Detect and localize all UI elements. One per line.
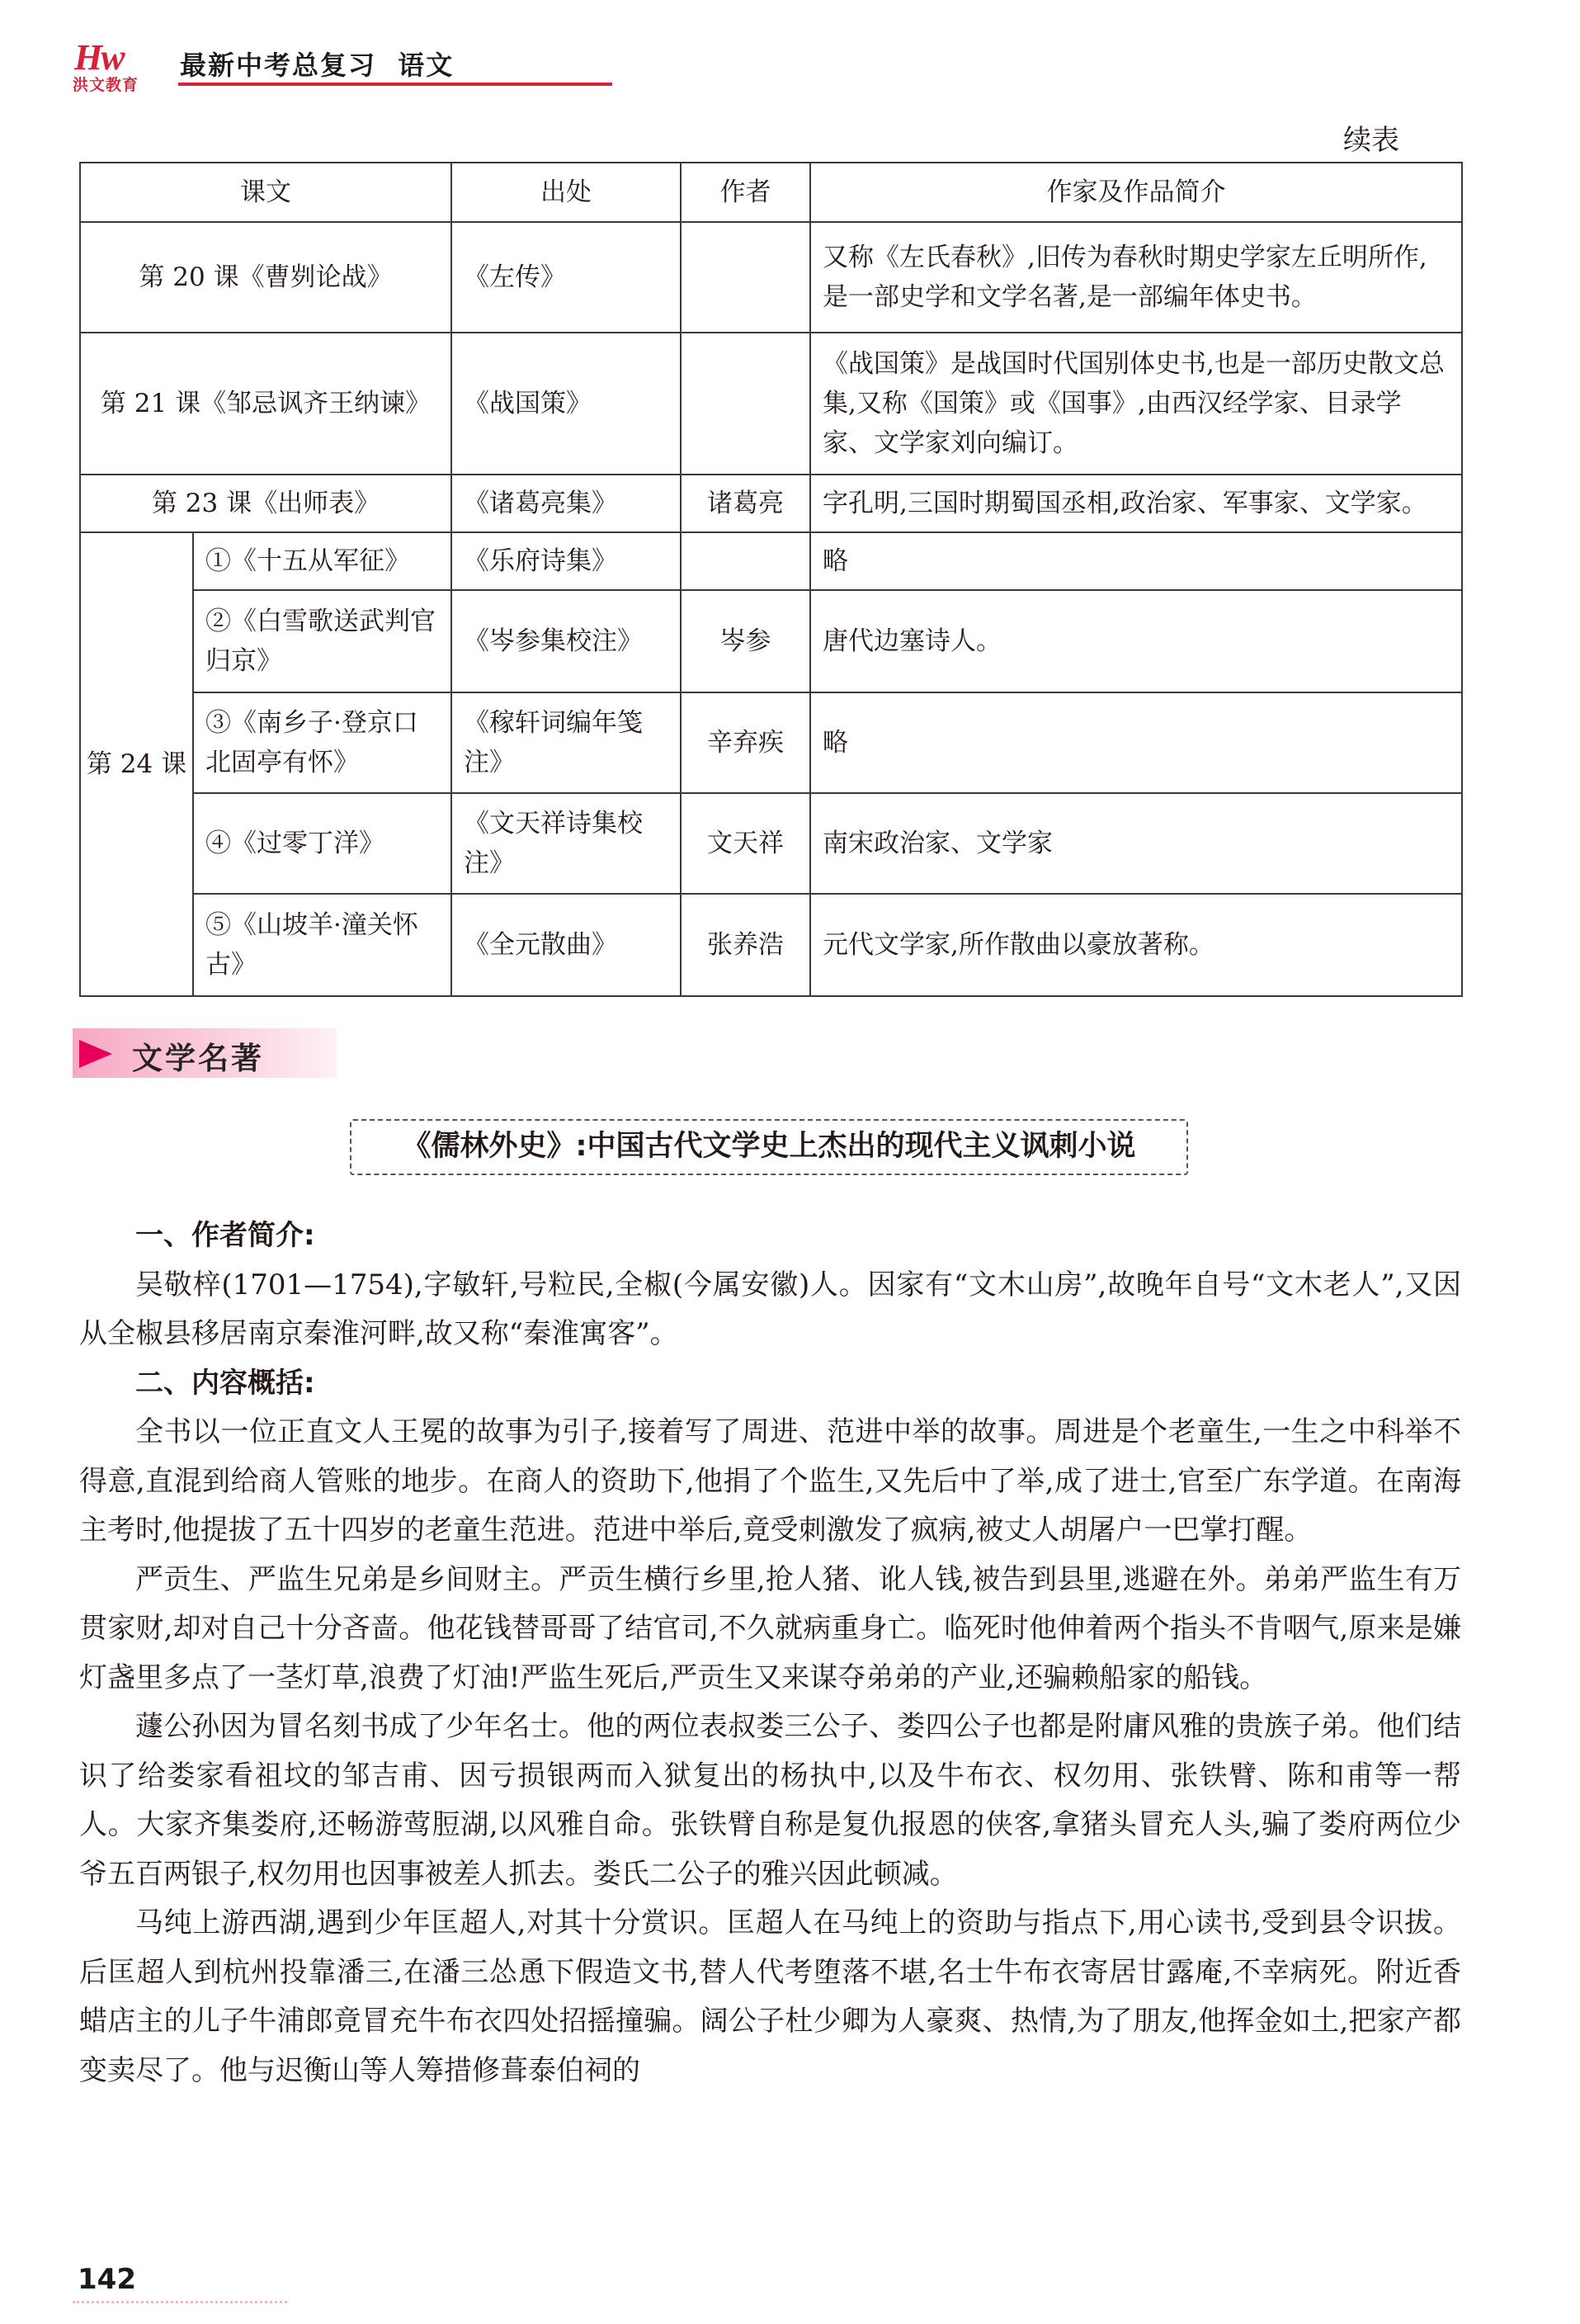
source-cell: 《左传》 bbox=[451, 222, 681, 333]
logo-mark: Hw bbox=[74, 37, 124, 78]
source-cell: 《稼轩词编年笺注》 bbox=[451, 692, 681, 793]
header-rule bbox=[178, 83, 612, 86]
author-heading: 一、作者简介: bbox=[135, 1219, 315, 1252]
source-cell: 《全元散曲》 bbox=[451, 894, 681, 996]
footer-rule bbox=[73, 2301, 287, 2303]
author-cell: 诸葛亮 bbox=[681, 475, 810, 532]
table-row bbox=[80, 793, 1462, 894]
poem-title-cell: ②《白雪歌送武判官归京》 bbox=[193, 590, 451, 692]
paragraph: 全书以一位正直文人王冕的故事为引子,接着写了周进、范进中举的故事。周进是个老童生,一生之中科举不得意,直混到给商人管账的地步。在商人的资助下,他捐了个监生,又先后中了举,成了进士,官至广东学道。在南海主考时,他提拔了五十四岁的老童生范进。范进中举后,竟受刺激发了疯病,被丈人胡屠户一巴掌打醒。 bbox=[79, 1415, 1461, 1547]
source-cell: 《诸葛亮集》 bbox=[451, 475, 681, 532]
header-lesson: 课文 bbox=[80, 163, 451, 222]
intro-cell: 字孔明,三国时期蜀国丞相,政治家、军事家、文学家。 bbox=[810, 475, 1462, 532]
header-author: 作者 bbox=[681, 163, 810, 222]
table-continued-label: 续表 bbox=[1343, 124, 1399, 157]
intro-cell: 略 bbox=[810, 532, 1462, 590]
poem-title-cell: ③《南乡子·登京口北固亭有怀》 bbox=[193, 692, 451, 793]
author-cell bbox=[681, 333, 810, 475]
book-heading: 《儒林外史》:中国古代文学史上杰出的现代主义讽刺小说 bbox=[350, 1119, 1188, 1175]
page-header bbox=[73, 37, 551, 94]
paragraph: 蘧公孙因为冒名刻书成了少年名士。他的两位表叔娄三公子、娄四公子也都是附庸风雅的贵族子弟。他们结识了给娄家看祖坟的邹吉甫、因亏损银两而入狱复出的杨执中,以及牛布衣、权勿用、张铁臂、陈和甫等一帮人。大家齐集娄府,还畅游莺脰湖,以风雅自命。张铁臂自称是复仇报恩的侠客,拿猪头冒充人头,骗了娄府两位少爷五百两银子,权勿用也因事被差人抓去。娄氏二公子的雅兴因此顿减。 bbox=[79, 1710, 1461, 1891]
author-cell: 张养浩 bbox=[681, 894, 810, 996]
summary-heading: 二、内容概括: bbox=[135, 1366, 315, 1400]
subject-label: 语文 bbox=[398, 50, 455, 81]
intro-cell: 又称《左氏春秋》,旧传为春秋时期史学家左丘明所作,是一部史学和文学名著,是一部编年体史书。 bbox=[810, 222, 1462, 333]
author-cell: 文天祥 bbox=[681, 793, 810, 894]
page-number: 142 bbox=[78, 2263, 136, 2296]
source-cell: 《岑参集校注》 bbox=[451, 590, 681, 692]
table-row bbox=[80, 532, 1462, 590]
poem-title-cell: ⑤《山坡羊·潼关怀古》 bbox=[193, 894, 451, 996]
lessons-table bbox=[79, 162, 1463, 997]
poem-title-cell: ①《十五从军征》 bbox=[193, 532, 451, 590]
intro-cell: 略 bbox=[810, 692, 1462, 793]
logo-subtitle: 洪文教育 bbox=[73, 76, 139, 94]
header-intro: 作家及作品简介 bbox=[810, 163, 1462, 222]
table-row bbox=[80, 692, 1462, 793]
article-body bbox=[79, 1212, 1461, 2095]
table-row bbox=[80, 333, 1462, 475]
table-row bbox=[80, 894, 1462, 996]
table-row bbox=[80, 475, 1462, 532]
intro-cell: 《战国策》是战国时代国别体史书,也是一部历史散文总集,又称《国策》或《国事》,由西汉经学家、目录学家、文学家刘向编订。 bbox=[810, 333, 1462, 475]
section-label: 文学名著 bbox=[132, 1041, 264, 1076]
lesson-cell: 第 20 课《曹刿论战》 bbox=[80, 222, 451, 333]
section-tag bbox=[73, 1028, 337, 1078]
publisher-logo bbox=[73, 37, 178, 94]
intro-cell: 唐代边塞诗人。 bbox=[810, 590, 1462, 692]
intro-cell: 元代文学家,所作散曲以豪放著称。 bbox=[810, 894, 1462, 996]
book-series-title: 最新中考总复习 bbox=[180, 50, 377, 81]
paragraph: 马纯上游西湖,遇到少年匡超人,对其十分赏识。匡超人在马纯上的资助与指点下,用心读书,受到县令识拔。后匡超人到杭州投靠潘三,在潘三怂恿下假造文书,替人代考堕落不堪,名士牛布衣寄居甘露庵,不幸病死。附近香蜡店主的儿子牛浦郎竟冒充牛布衣四处招摇撞骗。阔公子杜少卿为人豪爽、热情,为了朋友,他挥金如土,把家产都变卖尽了。他与迟衡山等人筹措修葺泰伯祠的 bbox=[79, 1906, 1461, 2087]
header-title bbox=[180, 45, 454, 83]
group-lesson-cell: 第 24 课 bbox=[80, 532, 193, 996]
arrow-right-icon bbox=[79, 1040, 112, 1068]
table-row bbox=[80, 222, 1462, 333]
source-cell: 《战国策》 bbox=[451, 333, 681, 475]
lesson-cell: 第 23 课《出师表》 bbox=[80, 475, 451, 532]
author-cell bbox=[681, 532, 810, 590]
source-cell: 《乐府诗集》 bbox=[451, 532, 681, 590]
table-row bbox=[80, 590, 1462, 692]
intro-cell: 南宋政治家、文学家 bbox=[810, 793, 1462, 894]
poem-title-cell: ④《过零丁洋》 bbox=[193, 793, 451, 894]
lesson-cell: 第 21 课《邹忌讽齐王纳谏》 bbox=[80, 333, 451, 475]
author-cell bbox=[681, 222, 810, 333]
table-header-row bbox=[80, 163, 1462, 222]
author-cell: 辛弃疾 bbox=[681, 692, 810, 793]
paragraph: 严贡生、严监生兄弟是乡间财主。严贡生横行乡里,抢人猪、讹人钱,被告到县里,逃避在外。弟弟严监生有万贯家财,却对自己十分吝啬。他花钱替哥哥了结官司,不久就病重身亡。临死时他伸着两个指头不肯咽气,原来是嫌灯盏里多点了一茎灯草,浪费了灯油!严监生死后,严贡生又来谋夺弟弟的产业,还骗赖船家的船钱。 bbox=[79, 1562, 1461, 1694]
header-source: 出处 bbox=[451, 163, 681, 222]
source-cell: 《文天祥诗集校注》 bbox=[451, 793, 681, 894]
author-cell: 岑参 bbox=[681, 590, 810, 692]
paragraph: 吴敬梓(1701—1754),字敏轩,号粒民,全椒(今属安徽)人。因家有“文木山房”,故晚年自号“文木老人”,又因从全椒县移居南京秦淮河畔,故又称“秦淮寓客”。 bbox=[79, 1268, 1461, 1350]
